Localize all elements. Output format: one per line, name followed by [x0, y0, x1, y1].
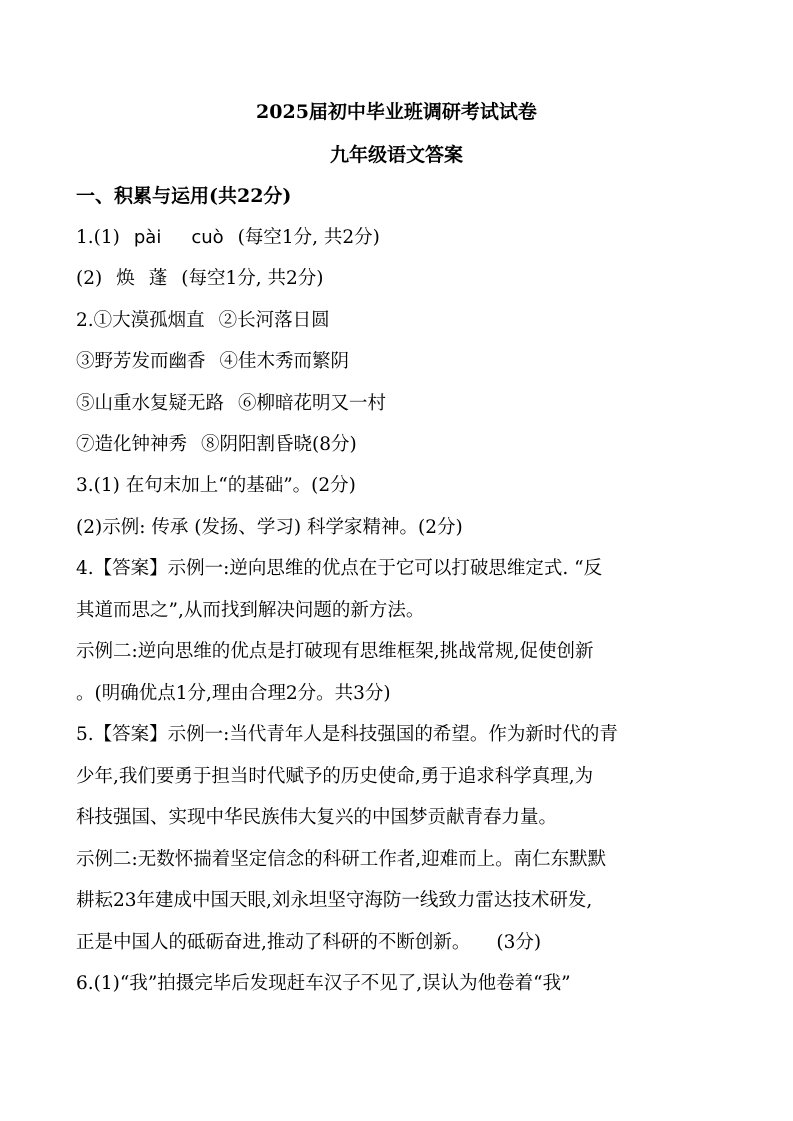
q1-char-a: 焕: [116, 268, 135, 289]
exam-subtitle: 九年级语文答案: [329, 144, 463, 166]
q4-line-4: 。(明确优点1分,理由合理2分。共3分): [76, 683, 391, 704]
exam-title: 2025届初中毕业班调研考试试卷: [256, 101, 537, 123]
q5-line-5: 耕耘23年建成中国天眼,刘永坦坚守海防一线致力雷达技术研发,: [76, 890, 593, 911]
q2-answer-8: ⑧阴阳割昏晓(8分): [201, 434, 357, 455]
q1-part1-line: [76, 226, 380, 250]
q4-line-2: 其道而思之”,从而找到解决问题的新方法。: [76, 600, 425, 621]
q4-line-3: 示例二:逆向思维的优点是打破现有思维框架,挑战常规,促使创新: [76, 641, 594, 662]
q1-pinyin-a: pài: [133, 227, 162, 248]
q2-line-4: [76, 433, 357, 457]
q5-score: (3分): [496, 932, 542, 953]
q2-line-2: [76, 350, 349, 374]
q3-line-1: 3.(1) 在句末加上“的基础”。(2分): [76, 475, 356, 496]
q2-answer-2: ②长河落日圆: [218, 310, 330, 331]
q3-line-2: (2)示例: 传承 (发扬、学习) 科学家精神。(2分): [76, 517, 463, 538]
q5-line-6: [76, 931, 541, 955]
q2-answer-5: ⑤山重水复疑无路: [76, 393, 225, 414]
q5-line-6-text: 正是中国人的砥砺奋进,推动了科研的不断创新。: [76, 932, 471, 953]
q2-answer-4: ④佳木秀而繁阴: [219, 351, 350, 372]
q1-char-b: 蓬: [148, 268, 168, 289]
q1-pinyin-b: cuò: [191, 227, 224, 248]
q1-part1-score: (每空1分, 共2分): [237, 227, 380, 248]
q2-answer-3: ③野芳发而幽香: [76, 351, 206, 372]
q1-part1-number: 1.(1): [76, 227, 120, 248]
q1-part2-number: (2): [76, 268, 103, 289]
q5-line-4: 示例二:无数怀揣着坚定信念的科研工作者,迎难而上。南仁东默默: [76, 849, 607, 870]
q2-answer-1: 2.①大漠孤烟直: [76, 310, 205, 331]
q6-line-1: 6.(1)“我”拍摄完毕后发现赶车汉子不见了,误认为他卷着“我”: [76, 973, 571, 994]
q1-part2-score: (每空1分, 共2分): [181, 268, 324, 289]
q2-answer-6: ⑥柳暗花明又一村: [238, 393, 387, 414]
q5-line-2: 少年,我们要勇于担当时代赋予的历史使命,勇于追求科学真理,为: [76, 766, 594, 787]
q5-line-3: 科技强国、实现中华民族伟大复兴的中国梦贡献青春力量。: [76, 807, 558, 828]
q4-line-1: 4.【答案】示例一:逆向思维的优点在于它可以打破思维定式. “反: [76, 558, 603, 579]
section-heading: 一、积累与运用(共22分): [76, 185, 292, 207]
q1-part2-line: [76, 267, 324, 291]
q5-line-1: 5.【答案】示例一:当代青年人是科技强国的希望。作为新时代的青: [76, 724, 618, 745]
q2-line-1: [76, 309, 330, 333]
q2-line-3: [76, 392, 386, 416]
q2-answer-7: ⑦造化钟神秀: [76, 434, 188, 455]
